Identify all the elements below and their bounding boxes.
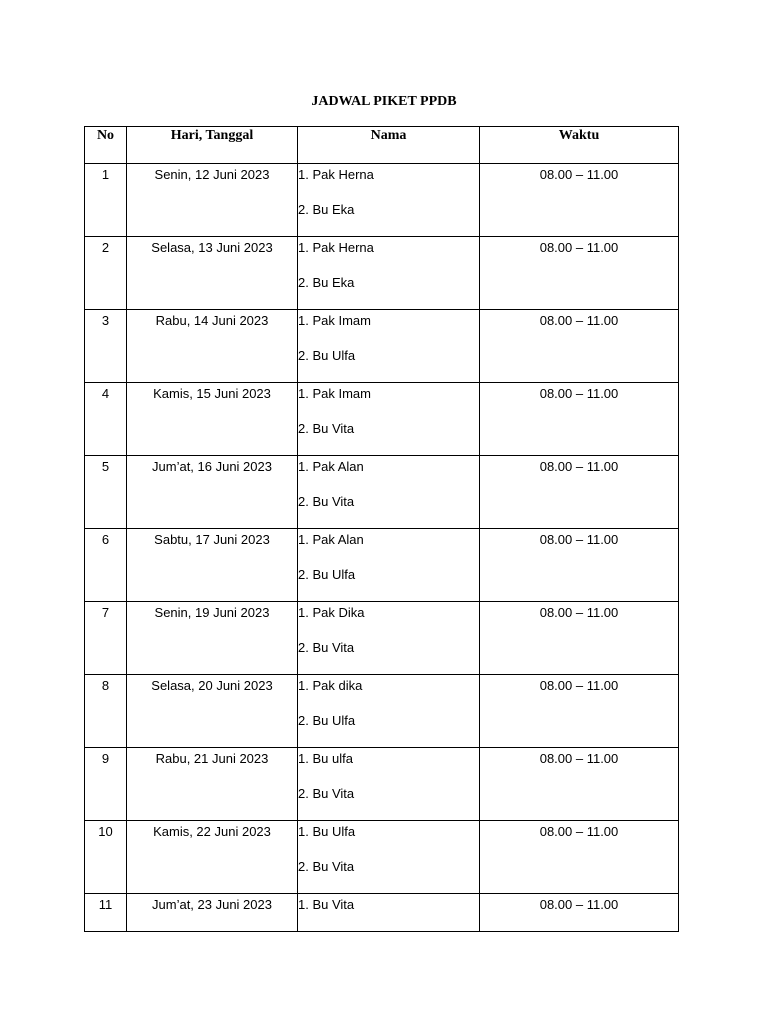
row-day-date: Rabu, 14 Juni 2023 <box>127 310 298 383</box>
row-time: 08.00 – 11.00 <box>480 675 679 748</box>
staff-name: 1. Pak Imam <box>298 386 371 401</box>
staff-name: 1. Pak Alan <box>298 532 364 547</box>
row-day-date: Jum’at, 16 Juni 2023 <box>127 456 298 529</box>
staff-name: 1. Pak dika <box>298 678 363 693</box>
row-number: 2 <box>85 237 127 310</box>
staff-name: 1. Bu ulfa <box>298 751 353 766</box>
row-day-date: Rabu, 21 Juni 2023 <box>127 748 298 821</box>
row-names <box>298 456 480 529</box>
row-number: 7 <box>85 602 127 675</box>
row-names <box>298 675 480 748</box>
row-time: 08.00 – 11.00 <box>480 310 679 383</box>
table-row <box>85 310 679 383</box>
staff-name: 1. Bu Ulfa <box>298 824 356 839</box>
row-number: 10 <box>85 821 127 894</box>
header-time: Waktu <box>480 127 679 164</box>
row-number: 1 <box>85 164 127 237</box>
table-row <box>85 456 679 529</box>
staff-name: 1. Pak Dika <box>298 605 365 620</box>
staff-name: 2. Bu Ulfa <box>298 567 356 582</box>
table-row <box>85 529 679 602</box>
row-day-date: Kamis, 15 Juni 2023 <box>127 383 298 456</box>
staff-name: 2. Bu Vita <box>298 640 355 655</box>
staff-name: 1. Pak Alan <box>298 459 364 474</box>
staff-name: 1. Pak Herna <box>298 167 374 182</box>
header-no: No <box>85 127 127 164</box>
row-number: 3 <box>85 310 127 383</box>
row-number: 8 <box>85 675 127 748</box>
staff-name: 2. Bu Ulfa <box>298 713 356 728</box>
row-number: 9 <box>85 748 127 821</box>
row-time: 08.00 – 11.00 <box>480 456 679 529</box>
staff-name: 2. Bu Vita <box>298 494 355 509</box>
row-names <box>298 237 480 310</box>
staff-name: 1. Pak Herna <box>298 240 374 255</box>
staff-name: 2. Bu Vita <box>298 859 355 874</box>
row-time: 08.00 – 11.00 <box>480 602 679 675</box>
row-names <box>298 383 480 456</box>
table-row <box>85 602 679 675</box>
table-row <box>85 821 679 894</box>
table-header-row <box>85 127 679 164</box>
staff-name: 1. Pak Imam <box>298 313 371 328</box>
table-row <box>85 164 679 237</box>
header-day: Hari, Tanggal <box>127 127 298 164</box>
row-names <box>298 164 480 237</box>
table-row <box>85 383 679 456</box>
row-number: 11 <box>85 894 127 932</box>
table-row <box>85 237 679 310</box>
staff-name: 1. Bu Vita <box>298 897 355 912</box>
row-time: 08.00 – 11.00 <box>480 821 679 894</box>
row-day-date: Jum’at, 23 Juni 2023 <box>127 894 298 932</box>
row-day-date: Senin, 19 Juni 2023 <box>127 602 298 675</box>
schedule-table <box>84 126 679 932</box>
row-number: 4 <box>85 383 127 456</box>
row-day-date: Sabtu, 17 Juni 2023 <box>127 529 298 602</box>
row-names <box>298 821 480 894</box>
staff-name: 2. Bu Eka <box>298 202 355 217</box>
row-time: 08.00 – 11.00 <box>480 748 679 821</box>
row-day-date: Selasa, 13 Juni 2023 <box>127 237 298 310</box>
row-names <box>298 529 480 602</box>
row-day-date: Kamis, 22 Juni 2023 <box>127 821 298 894</box>
page-title: JADWAL PIKET PPDB <box>311 94 457 109</box>
row-time: 08.00 – 11.00 <box>480 529 679 602</box>
row-time: 08.00 – 11.00 <box>480 383 679 456</box>
staff-name: 2. Bu Vita <box>298 421 355 436</box>
row-time: 08.00 – 11.00 <box>480 894 679 932</box>
row-names <box>298 602 480 675</box>
table-row <box>85 675 679 748</box>
table-row <box>85 894 679 932</box>
staff-name: 2. Bu Eka <box>298 275 355 290</box>
table-row <box>85 748 679 821</box>
header-name: Nama <box>298 127 480 164</box>
row-number: 5 <box>85 456 127 529</box>
row-time: 08.00 – 11.00 <box>480 164 679 237</box>
row-names <box>298 894 480 932</box>
row-day-date: Senin, 12 Juni 2023 <box>127 164 298 237</box>
row-names <box>298 748 480 821</box>
row-number: 6 <box>85 529 127 602</box>
row-names <box>298 310 480 383</box>
staff-name: 2. Bu Vita <box>298 786 355 801</box>
row-day-date: Selasa, 20 Juni 2023 <box>127 675 298 748</box>
row-time: 08.00 – 11.00 <box>480 237 679 310</box>
staff-name: 2. Bu Ulfa <box>298 348 356 363</box>
